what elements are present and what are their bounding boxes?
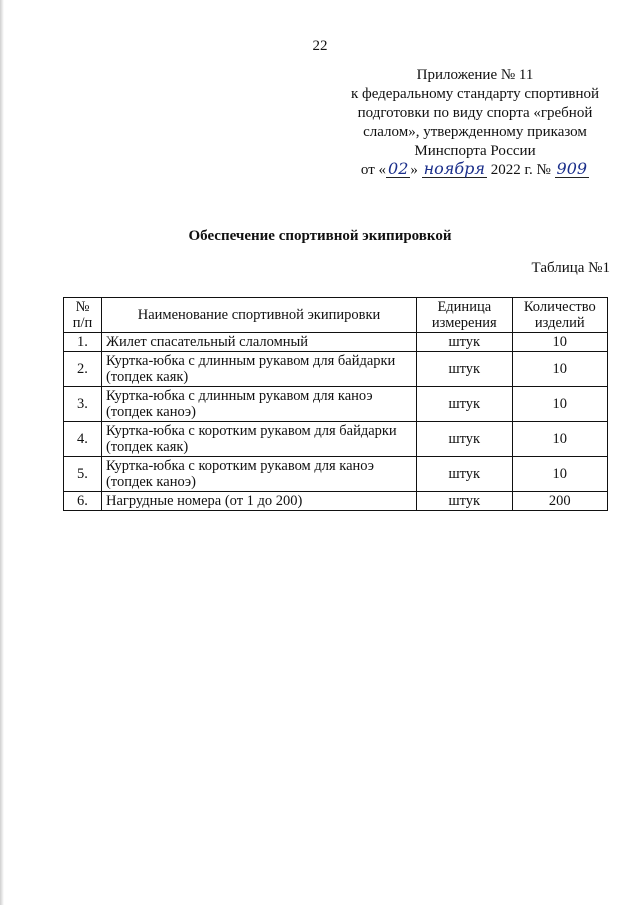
document-title: Обеспечение спортивной экипировкой (188, 228, 452, 244)
row-name: Нагрудные номера (от 1 до 200) (101, 492, 416, 511)
appendix-line-3: подготовки по виду спорта «гребной (357, 105, 593, 121)
equipment-table (63, 297, 608, 511)
table-row (64, 492, 608, 511)
row-qty: 10 (512, 352, 607, 387)
appendix-line-2: к федеральному стандарту спортивной (350, 86, 600, 102)
year-text: 2022 г. № (490, 162, 551, 178)
row-num: 1. (64, 333, 102, 352)
row-unit: штук (417, 352, 512, 387)
handwritten-day: 02 (388, 159, 409, 178)
row-name: Жилет спасательный слаломный (101, 333, 416, 352)
header-name: Наименование спортивной экипировки (101, 298, 416, 333)
table-row (64, 457, 608, 492)
row-name: Куртка-юбка с коротким рукавом для байдарки (топдек каяк) (101, 422, 416, 457)
row-unit: штук (417, 457, 512, 492)
header-unit: Единица измерения (417, 298, 512, 333)
table-row (64, 333, 608, 352)
table-row (64, 387, 608, 422)
date-mid: » (410, 162, 418, 178)
page-number: 22 (312, 38, 328, 54)
row-num: 4. (64, 422, 102, 457)
scan-edge-shadow (0, 0, 4, 905)
row-num: 6. (64, 492, 102, 511)
date-prefix: от « (360, 162, 387, 178)
row-unit: штук (417, 333, 512, 352)
row-num: 5. (64, 457, 102, 492)
row-qty: 10 (512, 333, 607, 352)
handwritten-order-number: 909 (556, 159, 588, 178)
row-unit: штук (417, 492, 512, 511)
row-qty: 10 (512, 422, 607, 457)
order-date-line (340, 161, 610, 180)
header-num: № п/п (64, 298, 102, 333)
appendix-line-1: Приложение № 11 (416, 67, 534, 83)
row-name: Куртка-юбка с длинным рукавом для байдарки (топдек каяк) (101, 352, 416, 387)
appendix-line-5: Минспорта России (414, 143, 536, 159)
row-name: Куртка-юбка с коротким рукавом для каноэ (топдек каноэ) (101, 457, 416, 492)
appendix-line-4: слалом», утвержденному приказом (363, 124, 587, 140)
header-qty: Количество изделий (512, 298, 607, 333)
row-name: Куртка-юбка с длинным рукавом для каноэ (топдек каноэ) (101, 387, 416, 422)
row-qty: 10 (512, 457, 607, 492)
row-qty: 200 (512, 492, 607, 511)
row-num: 3. (64, 387, 102, 422)
row-unit: штук (417, 387, 512, 422)
table-row (64, 352, 608, 387)
appendix-header (340, 66, 610, 180)
handwritten-month: ноября (423, 159, 485, 178)
row-num: 2. (64, 352, 102, 387)
row-qty: 10 (512, 387, 607, 422)
table-header-row (64, 298, 608, 333)
row-unit: штук (417, 422, 512, 457)
table-row (64, 422, 608, 457)
table-label: Таблица №1 (531, 260, 610, 276)
